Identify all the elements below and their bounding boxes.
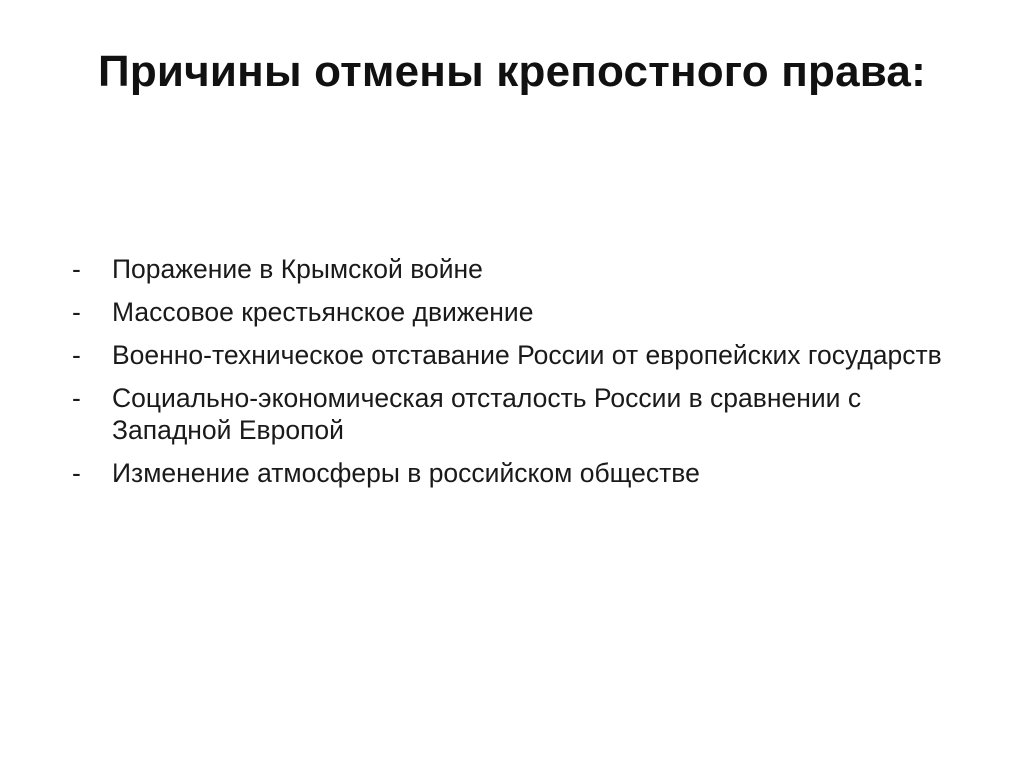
bullet-dash: - (72, 254, 81, 284)
list-item-text: Социально-экономическая отсталость России в сравнении с Западной Европой (112, 383, 862, 445)
bullet-list (72, 253, 972, 500)
bullet-dash: - (72, 340, 81, 370)
list-item (72, 253, 972, 285)
list-item-text: Военно-техническое отставание России от европейских государств (112, 340, 942, 370)
list-item (72, 339, 972, 371)
bullet-dash: - (72, 383, 81, 413)
bullet-dash: - (72, 297, 81, 327)
list-item-text: Поражение в Крымской войне (112, 254, 483, 284)
list-item (72, 457, 972, 489)
bullet-dash: - (72, 458, 81, 488)
list-item-text: Массовое крестьянское движение (112, 297, 534, 327)
list-item (72, 382, 972, 446)
slide-title: Причины отмены крепостного права: (98, 47, 926, 96)
list-item-text: Изменение атмосферы в российском обществе (112, 458, 700, 488)
list-item (72, 296, 972, 328)
